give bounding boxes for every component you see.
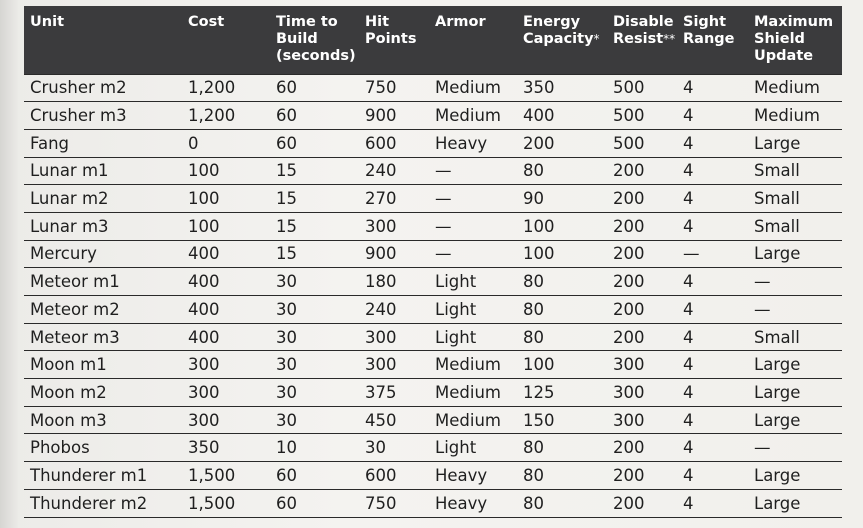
header-unit: Unit [30, 14, 64, 30]
armor-cell: — [429, 185, 517, 213]
armor-cell: Medium [429, 351, 517, 379]
hit-points-cell: 30 [359, 434, 429, 462]
armor-cell: Light [429, 434, 517, 462]
table-row [24, 102, 842, 130]
table-row [24, 379, 842, 407]
shield-update-cell: — [748, 296, 842, 324]
armor-cell: Heavy [429, 489, 517, 517]
hit-points-cell: 180 [359, 268, 429, 296]
cost-cell: 300 [182, 379, 270, 407]
shield-update-cell: Large [748, 240, 842, 268]
shield-update-cell: Large [748, 129, 842, 157]
cost-cell: 400 [182, 323, 270, 351]
energy-cell: 80 [517, 296, 607, 324]
hit-points-cell: 600 [359, 462, 429, 490]
table-row [24, 268, 842, 296]
unit-cell: Meteor m1 [24, 268, 182, 296]
sight-range-cell: 4 [677, 379, 748, 407]
table-row [24, 129, 842, 157]
disable-resist-cell: 200 [607, 240, 677, 268]
energy-cell: 200 [517, 129, 607, 157]
armor-cell: Heavy [429, 462, 517, 490]
cost-cell: 100 [182, 212, 270, 240]
sight-range-cell: 4 [677, 212, 748, 240]
energy-cell: 80 [517, 434, 607, 462]
shield-update-cell: Large [748, 406, 842, 434]
unit-cell: Moon m3 [24, 406, 182, 434]
energy-cell: 125 [517, 379, 607, 407]
table-row [24, 157, 842, 185]
armor-cell: — [429, 212, 517, 240]
armor-cell: — [429, 240, 517, 268]
shield-update-cell: Large [748, 489, 842, 517]
energy-cell: 100 [517, 212, 607, 240]
unit-cell: Meteor m2 [24, 296, 182, 324]
time-cell: 15 [270, 212, 359, 240]
sight-range-cell: 4 [677, 434, 748, 462]
disable-resist-cell: 300 [607, 351, 677, 379]
armor-cell: Medium [429, 74, 517, 102]
time-cell: 30 [270, 379, 359, 407]
cost-cell: 1,500 [182, 462, 270, 490]
hit-points-cell: 375 [359, 379, 429, 407]
unit-cell: Crusher m3 [24, 102, 182, 130]
energy-cell: 80 [517, 323, 607, 351]
unit-cell: Thunderer m2 [24, 489, 182, 517]
cost-cell: 0 [182, 129, 270, 157]
armor-cell: Light [429, 268, 517, 296]
disable-resist-cell: 500 [607, 102, 677, 130]
shield-update-cell: Small [748, 157, 842, 185]
shield-update-cell: — [748, 268, 842, 296]
hit-points-cell: 300 [359, 351, 429, 379]
armor-cell: Medium [429, 379, 517, 407]
header-armor: Armor [435, 14, 486, 30]
cost-cell: 400 [182, 296, 270, 324]
time-cell: 30 [270, 323, 359, 351]
shield-update-cell: Medium [748, 74, 842, 102]
cost-cell: 100 [182, 157, 270, 185]
time-cell: 15 [270, 157, 359, 185]
hit-points-cell: 240 [359, 296, 429, 324]
shield-update-cell: Large [748, 379, 842, 407]
header-maximum-shield-update: Maximum Shield Update [754, 14, 834, 64]
energy-cell: 80 [517, 462, 607, 490]
cost-cell: 400 [182, 268, 270, 296]
cost-cell: 300 [182, 351, 270, 379]
disable-resist-cell: 200 [607, 185, 677, 213]
sight-range-cell: 4 [677, 129, 748, 157]
time-cell: 30 [270, 296, 359, 324]
time-cell: 15 [270, 240, 359, 268]
shield-update-cell: Small [748, 323, 842, 351]
disable-resist-cell: 500 [607, 129, 677, 157]
header-cost: Cost [188, 14, 225, 30]
armor-cell: — [429, 157, 517, 185]
unit-cell: Thunderer m1 [24, 462, 182, 490]
sight-range-cell: 4 [677, 462, 748, 490]
sight-range-cell: 4 [677, 102, 748, 130]
header-energy-capacity: Energy Capacity* [523, 14, 600, 47]
shield-update-cell: Large [748, 351, 842, 379]
cost-cell: 300 [182, 406, 270, 434]
sight-range-cell: 4 [677, 406, 748, 434]
energy-cell: 400 [517, 102, 607, 130]
hit-points-cell: 240 [359, 157, 429, 185]
energy-cell: 100 [517, 351, 607, 379]
header-disable-resist: Disable Resist** [613, 14, 676, 47]
footnote-marker: * [593, 32, 600, 46]
armor-cell: Light [429, 296, 517, 324]
cost-cell: 1,200 [182, 102, 270, 130]
energy-cell: 80 [517, 489, 607, 517]
time-cell: 10 [270, 434, 359, 462]
cost-cell: 1,500 [182, 489, 270, 517]
unit-cell: Lunar m1 [24, 157, 182, 185]
disable-resist-cell: 200 [607, 323, 677, 351]
table-row [24, 489, 842, 517]
sight-range-cell: 4 [677, 351, 748, 379]
hit-points-cell: 450 [359, 406, 429, 434]
sight-range-cell: 4 [677, 268, 748, 296]
shield-update-cell: Medium [748, 102, 842, 130]
time-cell: 30 [270, 268, 359, 296]
time-cell: 15 [270, 185, 359, 213]
time-cell: 60 [270, 74, 359, 102]
sight-range-cell: 4 [677, 489, 748, 517]
disable-resist-cell: 200 [607, 489, 677, 517]
energy-cell: 100 [517, 240, 607, 268]
unit-cell: Lunar m3 [24, 212, 182, 240]
time-cell: 30 [270, 406, 359, 434]
table-header-row [24, 6, 842, 74]
armor-cell: Medium [429, 406, 517, 434]
sight-range-cell: 4 [677, 157, 748, 185]
table-row [24, 434, 842, 462]
armor-cell: Light [429, 323, 517, 351]
energy-cell: 350 [517, 74, 607, 102]
table-row [24, 323, 842, 351]
sight-range-cell: 4 [677, 185, 748, 213]
disable-resist-cell: 200 [607, 268, 677, 296]
book-spine-shadow [0, 0, 18, 528]
table-row [24, 212, 842, 240]
unit-cell: Crusher m2 [24, 74, 182, 102]
unit-cell: Meteor m3 [24, 323, 182, 351]
sight-range-cell: 4 [677, 323, 748, 351]
shield-update-cell: — [748, 434, 842, 462]
energy-cell: 90 [517, 185, 607, 213]
header-hit-points: Hit Points [365, 14, 417, 47]
hit-points-cell: 900 [359, 240, 429, 268]
table-row [24, 296, 842, 324]
shield-update-cell: Large [748, 462, 842, 490]
unit-cell: Fang [24, 129, 182, 157]
header-sight-range: Sight Range [683, 14, 735, 47]
time-cell: 60 [270, 129, 359, 157]
unit-cell: Moon m1 [24, 351, 182, 379]
unit-cell: Lunar m2 [24, 185, 182, 213]
sight-range-cell: — [677, 240, 748, 268]
disable-resist-cell: 500 [607, 74, 677, 102]
time-cell: 60 [270, 462, 359, 490]
hit-points-cell: 750 [359, 489, 429, 517]
disable-resist-cell: 200 [607, 462, 677, 490]
sight-range-cell: 4 [677, 74, 748, 102]
shield-update-cell: Small [748, 185, 842, 213]
table-row [24, 462, 842, 490]
time-cell: 60 [270, 102, 359, 130]
energy-cell: 80 [517, 157, 607, 185]
table-row [24, 74, 842, 102]
armor-cell: Heavy [429, 129, 517, 157]
sight-range-cell: 4 [677, 296, 748, 324]
table-row [24, 351, 842, 379]
header-time-to-build: Time to Build (seconds) [276, 14, 356, 64]
cost-cell: 1,200 [182, 74, 270, 102]
cost-cell: 100 [182, 185, 270, 213]
energy-cell: 150 [517, 406, 607, 434]
disable-resist-cell: 300 [607, 406, 677, 434]
table-row [24, 406, 842, 434]
cost-cell: 350 [182, 434, 270, 462]
hit-points-cell: 300 [359, 323, 429, 351]
table-row [24, 185, 842, 213]
shield-update-cell: Small [748, 212, 842, 240]
disable-resist-cell: 300 [607, 379, 677, 407]
armor-cell: Medium [429, 102, 517, 130]
unit-stats-table [24, 6, 842, 518]
unit-cell: Phobos [24, 434, 182, 462]
hit-points-cell: 270 [359, 185, 429, 213]
hit-points-cell: 900 [359, 102, 429, 130]
disable-resist-cell: 200 [607, 434, 677, 462]
time-cell: 30 [270, 351, 359, 379]
energy-cell: 80 [517, 268, 607, 296]
disable-resist-cell: 200 [607, 212, 677, 240]
table-row [24, 240, 842, 268]
hit-points-cell: 750 [359, 74, 429, 102]
time-cell: 60 [270, 489, 359, 517]
cost-cell: 400 [182, 240, 270, 268]
footnote-marker: ** [663, 32, 676, 46]
disable-resist-cell: 200 [607, 157, 677, 185]
unit-cell: Mercury [24, 240, 182, 268]
disable-resist-cell: 200 [607, 296, 677, 324]
hit-points-cell: 600 [359, 129, 429, 157]
unit-cell: Moon m2 [24, 379, 182, 407]
hit-points-cell: 300 [359, 212, 429, 240]
